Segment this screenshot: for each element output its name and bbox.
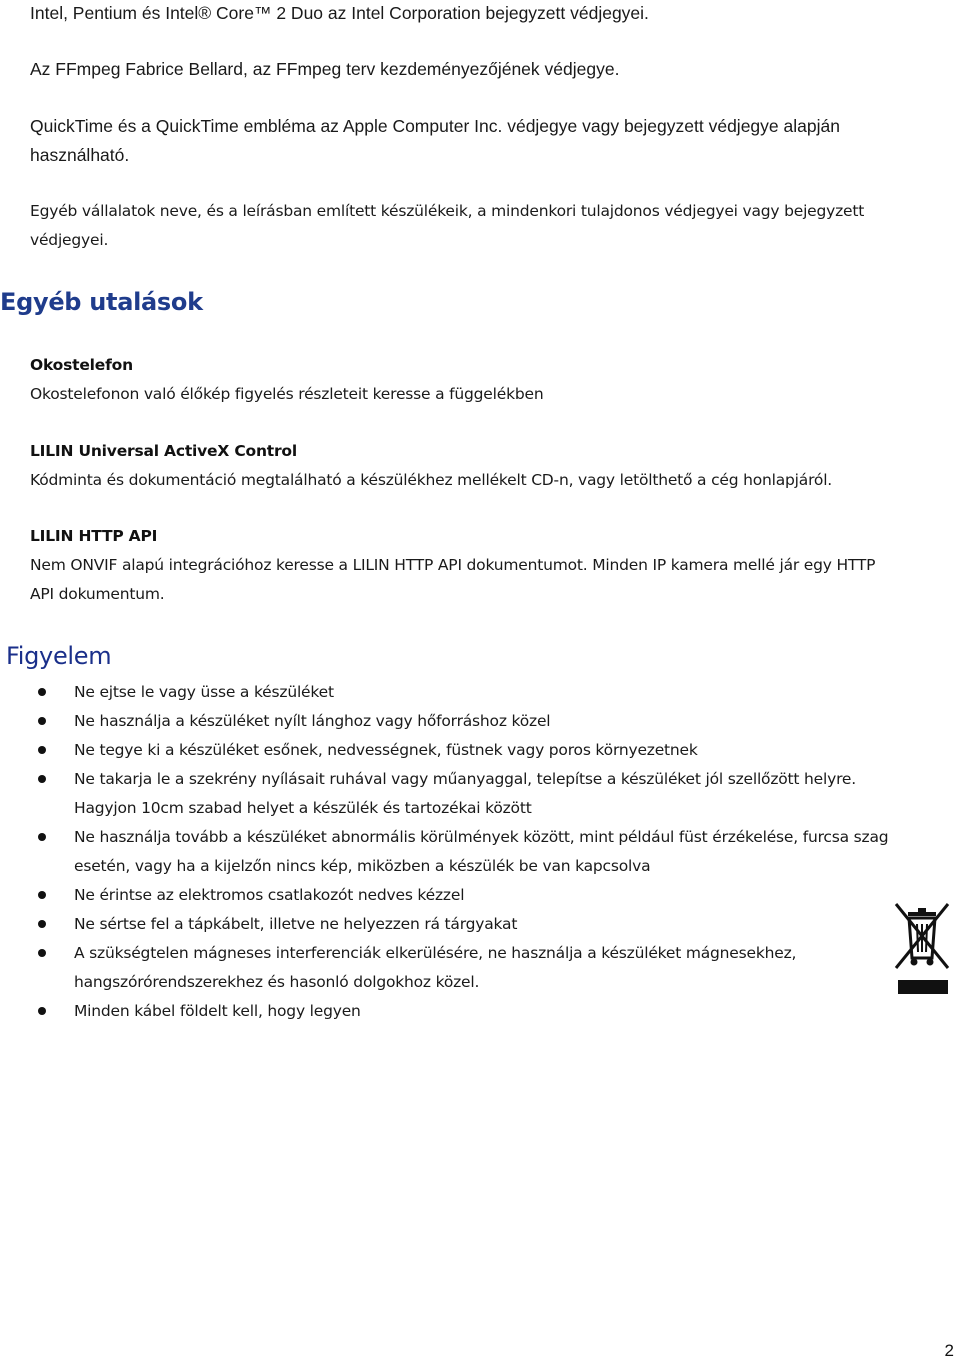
bullet-icon — [38, 775, 46, 783]
activex-title: LILIN Universal ActiveX Control — [30, 442, 297, 460]
bullet-icon — [38, 891, 46, 899]
bullet-icon — [38, 920, 46, 928]
warning-item-line: Hagyjon 10cm szabad helyet a készülék és tartozékai között — [74, 799, 532, 817]
bullet-icon — [38, 746, 46, 754]
http-api-text-line1: Nem ONVIF alapú integrációhoz keresse a LILIN HTTP API dokumentumot. Minden IP kamera mellé jár egy HTTP — [30, 556, 876, 574]
smartphone-text: Okostelefonon való élőkép figyelés részleteit keresse a függelékben — [30, 385, 544, 403]
warning-item-line: hangszórórendszerekhez és hasonló dolgokhoz közel. — [74, 973, 480, 991]
warning-item — [30, 765, 960, 823]
warning-item-line: esetén, vagy ha a kijelzőn nincs kép, miközben a készülék be van kapcsolva — [74, 857, 651, 875]
warning-item-line: Ne tegye ki a készüléket esőnek, nedvességnek, füstnek vagy poros környezetnek — [74, 741, 698, 759]
trademark-ffmpeg: Az FFmpeg Fabrice Bellard, az FFmpeg terv kezdeményezőjének védjegye. — [30, 59, 620, 79]
bullet-icon — [38, 1007, 46, 1015]
trademark-other-line2: védjegyei. — [30, 231, 109, 249]
references-heading: Egyéb utalások — [0, 288, 203, 316]
activex-text: Kódminta és dokumentáció megtalálható a készülékhez mellékelt CD-n, vagy letölthető a cég honlapjáról. — [30, 471, 833, 489]
bullet-icon — [38, 688, 46, 696]
warning-list — [30, 678, 960, 1026]
warning-item-line: Ne ejtse le vagy üsse a készüléket — [74, 683, 334, 701]
bullet-icon — [38, 717, 46, 725]
warning-item — [30, 881, 960, 910]
warning-item-line: Ne takarja le a szekrény nyílásait ruhával vagy műanyaggal, telepítse a készüléket jól szellőzött helyre. — [74, 770, 856, 788]
http-api-text-line2: API dokumentum. — [30, 585, 165, 603]
trademark-other-line1: Egyéb vállalatok neve, és a leírásban említett készülékeik, a mindenkori tulajdonos védjegyei vagy bejegyzett — [30, 202, 865, 220]
smartphone-title: Okostelefon — [30, 356, 133, 374]
warning-item — [30, 910, 960, 939]
trademark-quicktime-line1: QuickTime és a QuickTime embléma az Apple Computer Inc. védjegye vagy bejegyzett védjegye alapján — [30, 116, 840, 136]
warning-item-line: Ne érintse az elektromos csatlakozót nedves kézzel — [74, 886, 465, 904]
http-api-title: LILIN HTTP API — [30, 527, 158, 545]
warning-item-line: Ne használja a készüléket nyílt lánghoz vagy hőforráshoz közel — [74, 712, 551, 730]
crossed-out-wheelie-bin-icon — [890, 900, 954, 998]
warning-item — [30, 678, 960, 707]
warning-heading: Figyelem — [6, 642, 112, 670]
warning-item — [30, 997, 960, 1026]
warning-item-line: A szükségtelen mágneses interferenciák elkerülésére, ne használja a készüléket mágnesekhez, — [74, 944, 797, 962]
warning-item — [30, 939, 960, 997]
warning-item — [30, 707, 960, 736]
warning-item-line: Ne használja tovább a készüléket abnormális körülmények között, mint például füst érzékelése, furcsa szag — [74, 828, 889, 846]
bullet-icon — [38, 949, 46, 957]
warning-item — [30, 736, 960, 765]
warning-item — [30, 823, 960, 881]
bullet-icon — [38, 833, 46, 841]
trademark-quicktime-line2: használható. — [30, 145, 130, 165]
warning-item-line: Ne sértse fel a tápkábelt, illetve ne helyezzen rá tárgyakat — [74, 915, 518, 933]
trademark-intel: Intel, Pentium és Intel® Core™ 2 Duo az Intel Corporation bejegyzett védjegyei. — [30, 3, 649, 23]
warning-item-line: Minden kábel földelt kell, hogy legyen — [74, 1002, 361, 1020]
page-number: 2 — [944, 1341, 954, 1360]
